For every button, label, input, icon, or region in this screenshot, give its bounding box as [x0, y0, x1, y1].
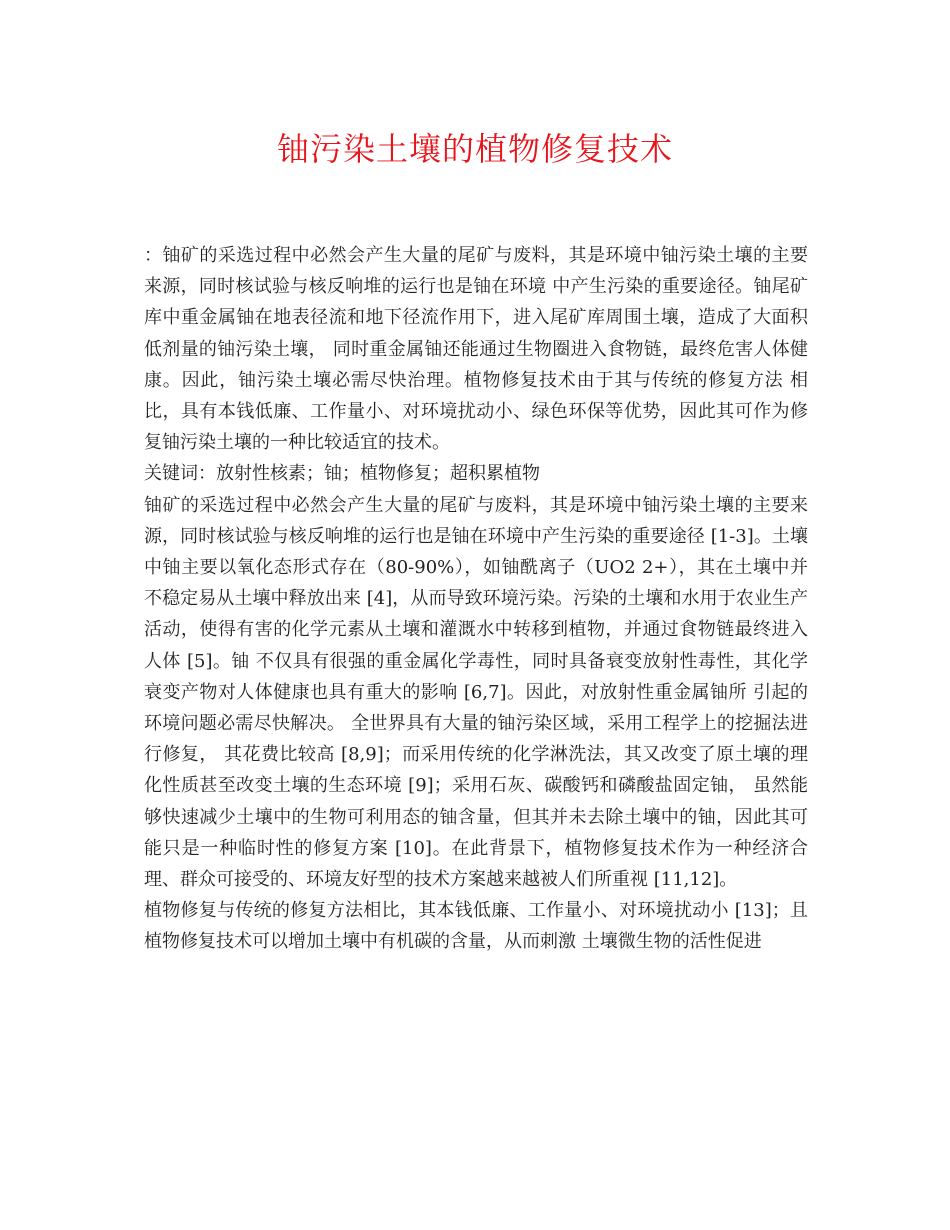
keywords-line: 关键词：放射性核素；铀；植物修复；超积累植物 — [144, 463, 540, 485]
document-body — [144, 240, 808, 958]
document-title: 铀污染土壤的植物修复技术 — [276, 130, 673, 168]
body-paragraph-2: 植物修复与传统的修复方法相比，其本钱低廉、工作量小、对环境扰动小 [13]；且植物修复技术可以增加土壤中有机碳的含量，从而刺激 土壤微生物的活性促进 — [144, 900, 808, 953]
body-paragraph-1: 铀矿的采选过程中必然会产生大量的尾矿与废料，其是环境中铀污染土壤的主要来源，同时核试验与核反响堆的运行也是铀在环境中产生污染的重要途径 [1-3]。土壤中铀主要以氧化态形式存在（80-90%），如铀酰离子（UO2 2+），其在土壤中并不稳定易从土壤中释放出来 [4]，从而导致环境污染。污染的土壤和水用于农业生产活动，使得有害的化学元素从土壤和灌溉水中转移到植物，并通过食物链最终进入人体 [5]。铀 不仅具有很强的重金属化学毒性，同时具备衰变放射性毒性，其化学衰变产物对人体健康也具有重大的影响 [6,7]。因此，对放射性重金属铀所 引起的环境问题必需尽快解决。 全世界具有大量的铀污染区域，采用工程学上的挖掘法进行修复， 其花费比较高 [8,9]；而采用传统的化学淋洗法，其又改变了原土壤的理化性质甚至改变土壤的生态环境 [9]；采用石灰、碳酸钙和磷酸盐固定铀， 虽然能够快速减少土壤中的生物可利用态的铀含量，但其并未去除土壤中的铀，因此其可能只是一种临时性的修复方案 [10]。在此背景下，植物修复技术作为一种经济合理、群众可接受的、环境友好型的技术方案越来越被人们所重视 [11,12]。 — [144, 494, 808, 891]
abstract-paragraph: ：铀矿的采选过程中必然会产生大量的尾矿与废料，其是环境中铀污染土壤的主要来源，同时核试验与核反响堆的运行也是铀在环境 中产生污染的重要途径。铀尾矿库中重金属铀在地表径流和地下径流作用下，进入尾矿库周围土壤，造成了大面积低剂量的铀污染土壤， 同时重金属铀还能通过生物圈进入食物链，最终危害人体健康。因此，铀污染土壤必需尽快治理。植物修复技术由于其与传统的修复方法 相比，具有本钱低廉、工作量小、对环境扰动小、绿色环保等优势，因此其可作为修复铀污染土壤的一种比较适宜的技术。 — [144, 245, 808, 454]
